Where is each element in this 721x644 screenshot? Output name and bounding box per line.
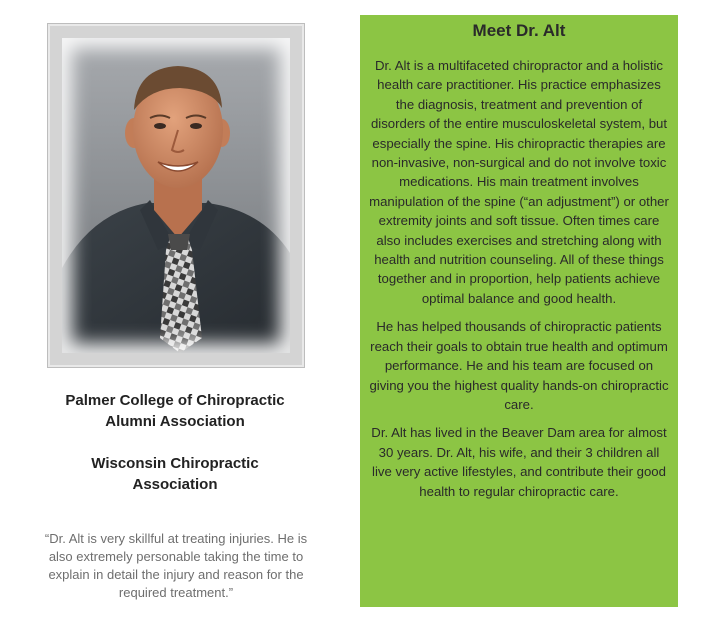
photo-frame bbox=[47, 23, 305, 368]
affiliation-spacer bbox=[40, 432, 310, 453]
affiliation-wisconsin-line1: Wisconsin Chiropractic bbox=[91, 455, 259, 472]
affiliation-wisconsin-line2: Association bbox=[132, 476, 218, 493]
affiliation-palmer bbox=[40, 390, 310, 432]
panel-title: Meet Dr. Alt bbox=[472, 21, 566, 40]
bio-paragraph-3: Dr. Alt has lived in the Beaver Dam area for almost 30 years. Dr. Alt, his wife, and their 3 children all live very active lifestyles, and contribute their good health to regular chiropractic care. bbox=[371, 425, 667, 499]
testimonial-quote: “Dr. Alt is very skillful at treating injuries. He is also extremely personable taking the time to explain in detail the injury and reason for the required treatment.” bbox=[44, 531, 308, 600]
bio-paragraph-1: Dr. Alt is a multifaceted chiropractor and a holistic health care practitioner. His practice emphasizes the diagnosis, treatment and prevention of disorders of the entire musculoskeletal system, but especially the spine. His chiropractic therapies are non-invasive, non-surgical and do not involve toxic medications. His main treatment involves manipulation of the spine (“an adjustment”) or other extremity joints and soft tissue. Often times care also includes exercises and stretching along with health and nutrition counseling. All of these things together and in proportion, help patients achieve optimal balance and good health. bbox=[369, 58, 669, 306]
affiliations bbox=[40, 390, 310, 495]
bio-panel bbox=[360, 15, 678, 607]
bio-paragraph-2: He has helped thousands of chiropractic patients reach their goals to obtain true health and optimum performance. He and his team are focused on giving you the highest quality hands-on chiropractic care. bbox=[369, 319, 669, 412]
affiliation-palmer-line1: Palmer College of Chiropractic bbox=[65, 392, 285, 409]
affiliation-palmer-line2: Alumni Association bbox=[105, 413, 245, 430]
affiliation-wisconsin bbox=[40, 453, 310, 495]
portrait-illustration bbox=[62, 38, 290, 353]
doctor-portrait-photo bbox=[62, 38, 290, 353]
